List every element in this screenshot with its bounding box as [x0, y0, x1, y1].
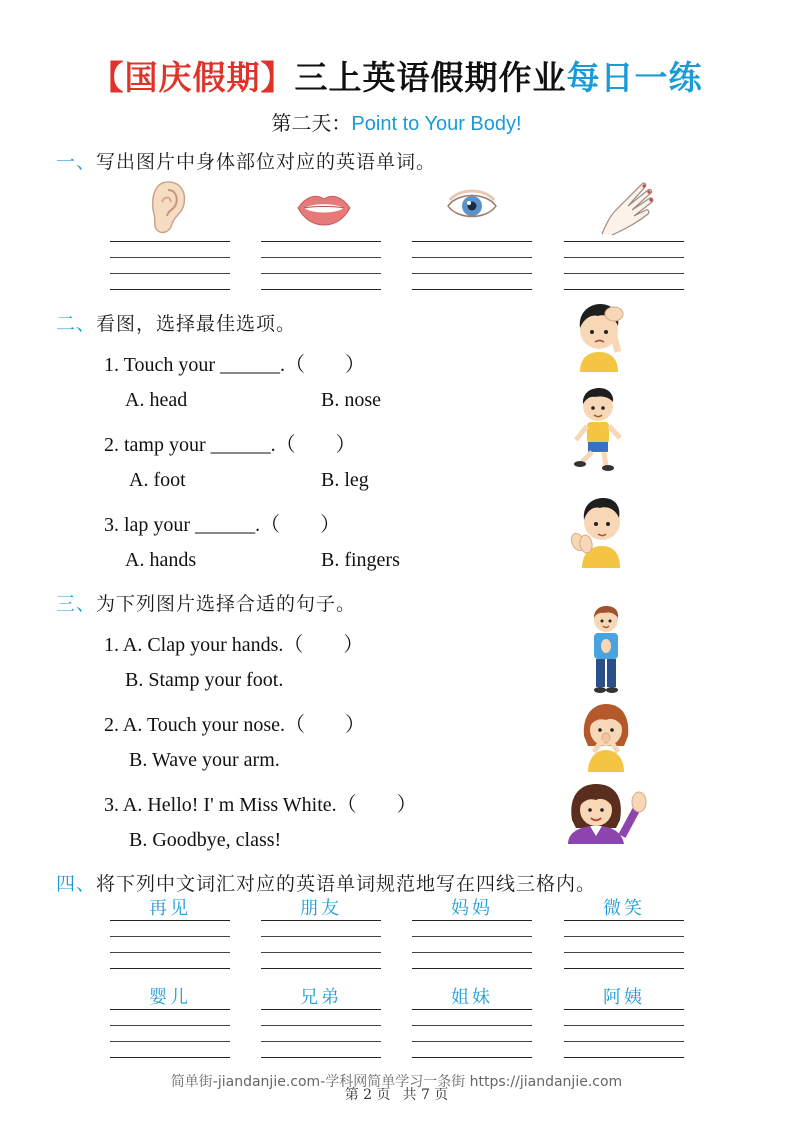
page-current: 第 2 页 — [344, 1087, 391, 1103]
word-goodbye: 再见 — [149, 898, 191, 919]
section-1-number: 一、 — [56, 151, 97, 173]
s3-q3-option-b[interactable]: B. Goodbye, class! — [129, 829, 282, 851]
writing-lines-brother[interactable] — [261, 1009, 381, 1059]
word-baby: 婴儿 — [149, 987, 191, 1008]
section-2-instruction: 看图，选择最佳选项。 — [96, 313, 297, 335]
s2-q3-option-a[interactable]: A. hands — [125, 549, 197, 571]
teacher-waving-icon — [562, 780, 652, 844]
s3-q2-option-a[interactable]: 2. A. Touch your nose.（ ） — [104, 714, 365, 736]
writing-lines-hand[interactable] — [564, 241, 684, 291]
subtitle-theme: Point to Your Body! — [351, 113, 522, 135]
mouth-icon — [296, 192, 352, 226]
word-brother: 兄弟 — [300, 987, 342, 1008]
boy-clapping-hands-icon — [568, 494, 632, 568]
writing-lines-baby[interactable] — [110, 1009, 230, 1059]
hand-icon — [598, 180, 654, 236]
writing-lines-mouth[interactable] — [261, 241, 381, 291]
s2-q1-stem: 1. Touch your ______.（ ） — [104, 354, 365, 376]
section-2-heading — [56, 309, 296, 336]
s2-q1-option-a[interactable]: A. head — [125, 389, 188, 411]
section-4-instruction: 将下列中文词汇对应的英语单词规范地写在四线三格内。 — [96, 873, 597, 895]
section-3-heading — [56, 589, 356, 616]
s3-q1-option-a[interactable]: 1. A. Clap your hands.（ ） — [104, 634, 364, 656]
title-red: 【国庆假期】 — [90, 58, 295, 97]
word-aunt: 阿姨 — [603, 987, 645, 1008]
title-black: 三上英语假期作业 — [294, 58, 567, 97]
writing-lines-friend[interactable] — [261, 920, 381, 970]
eye-icon — [446, 188, 498, 224]
s2-q1-option-b[interactable]: B. nose — [321, 389, 381, 411]
page-total: 共 7 页 — [402, 1087, 449, 1103]
s3-q3-option-a[interactable]: 3. A. Hello! I' m Miss White.（ ） — [104, 794, 417, 816]
boy-standing-clapping-icon — [586, 604, 626, 694]
writing-lines-ear[interactable] — [110, 241, 230, 291]
section-1-instruction: 写出图片中身体部位对应的英语单词。 — [96, 151, 437, 173]
s2-q3-option-b[interactable]: B. fingers — [321, 549, 400, 571]
page-subtitle — [0, 107, 793, 136]
writing-lines-goodbye[interactable] — [110, 920, 230, 970]
section-3-number: 三、 — [56, 593, 97, 615]
page-number — [0, 1084, 793, 1104]
section-3-instruction: 为下列图片选择合适的句子。 — [96, 593, 357, 615]
s2-q2-stem: 2. tamp your ______.（ ） — [104, 434, 356, 456]
writing-lines-smile[interactable] — [564, 920, 684, 970]
writing-lines-aunt[interactable] — [564, 1009, 684, 1059]
s3-q2-option-b[interactable]: B. Wave your arm. — [129, 749, 280, 771]
boy-touching-head-icon — [570, 300, 628, 372]
section-1-heading — [56, 147, 436, 174]
section-4-number: 四、 — [56, 873, 97, 895]
s2-q2-option-a[interactable]: A. foot — [129, 469, 186, 491]
boy-stamping-foot-icon — [568, 386, 626, 472]
subtitle-day: 第二天： — [271, 111, 352, 135]
s2-q3-stem: 3. lap your ______.（ ） — [104, 514, 341, 536]
word-friend: 朋友 — [300, 898, 342, 919]
word-sister: 姐妹 — [451, 987, 493, 1008]
writing-lines-eye[interactable] — [412, 241, 532, 291]
title-blue: 每日一练 — [566, 58, 703, 97]
girl-touching-nose-icon — [580, 700, 632, 772]
footer-watermark: 简单街-jiandanjie.com-学科网简单学习一条街 https://jiandanjie.com — [170, 1074, 623, 1090]
word-mother: 妈妈 — [451, 898, 493, 919]
writing-lines-mother[interactable] — [412, 920, 532, 970]
s3-q1-option-b[interactable]: B. Stamp your foot. — [125, 669, 284, 691]
section-4-heading — [56, 869, 596, 896]
writing-lines-sister[interactable] — [412, 1009, 532, 1059]
s2-q2-option-b[interactable]: B. leg — [321, 469, 369, 491]
page-title — [0, 52, 793, 99]
ear-icon — [148, 180, 188, 236]
section-2-number: 二、 — [56, 313, 97, 335]
word-smile: 微笑 — [603, 898, 645, 919]
